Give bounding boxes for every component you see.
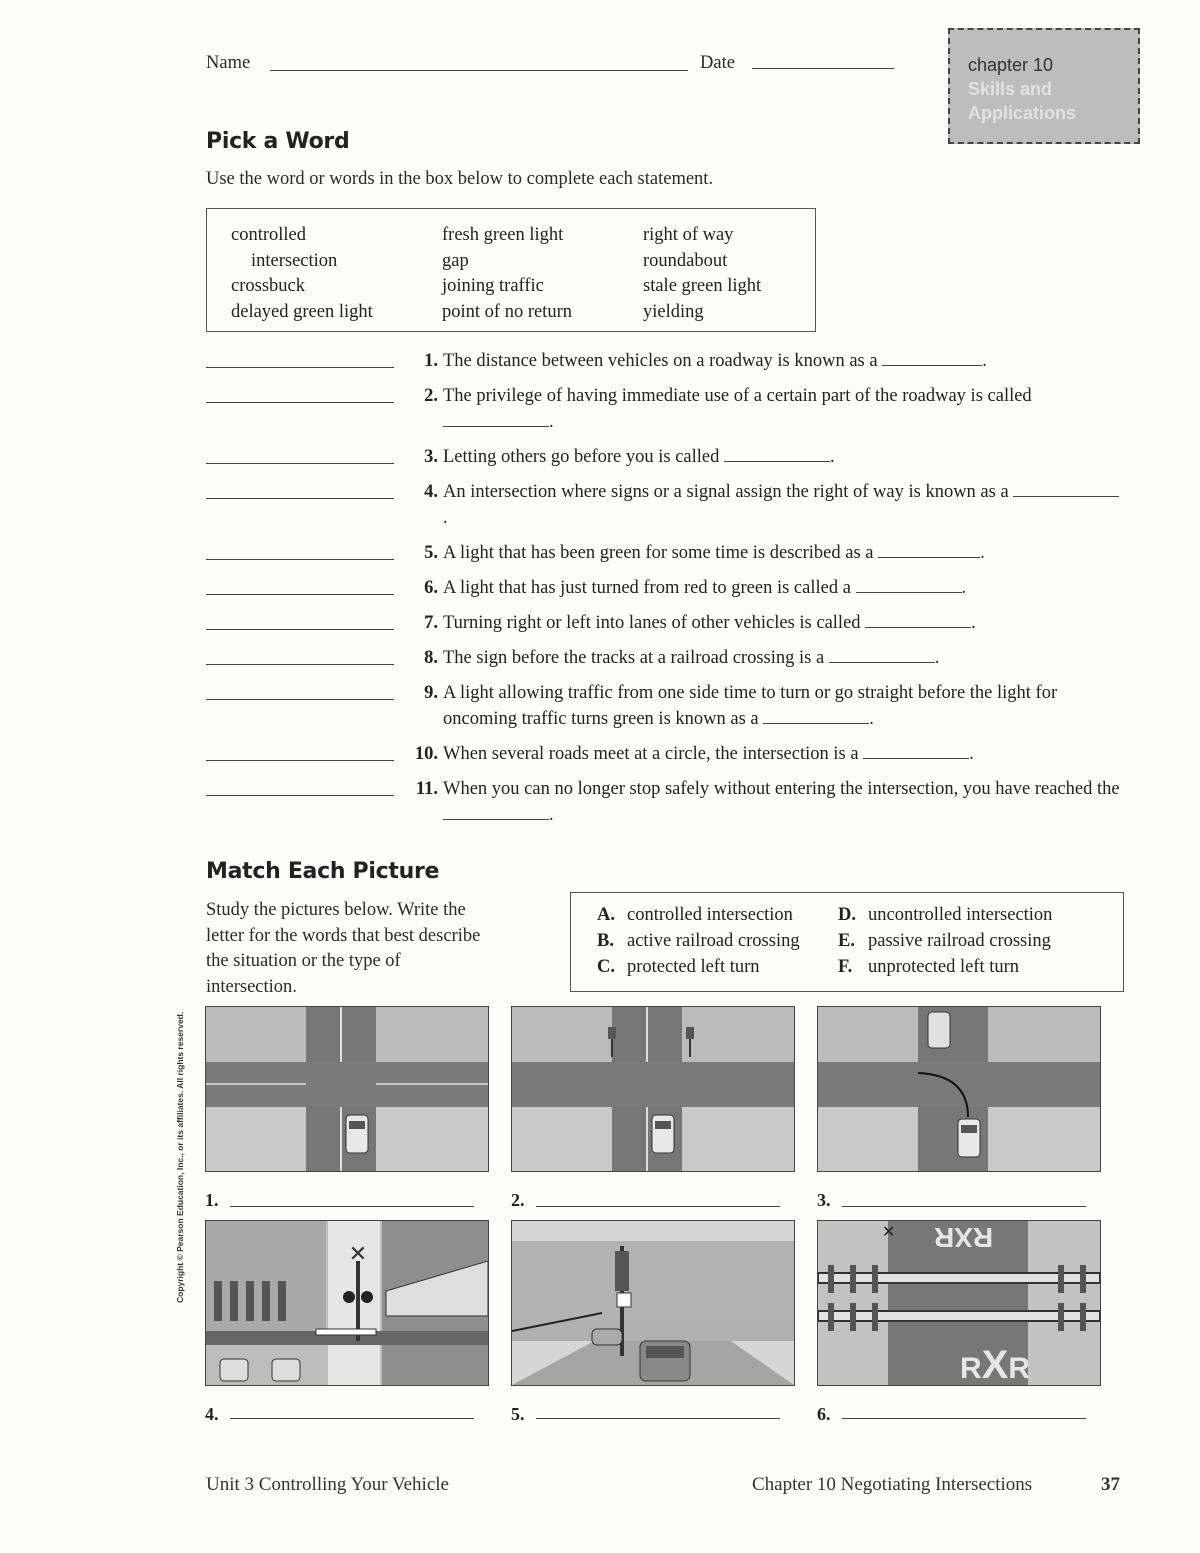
question-end: . [549,805,554,825]
inline-blank[interactable] [724,445,830,462]
inline-blank[interactable] [878,541,980,558]
answer-line-3[interactable] [206,463,394,464]
word-bank-item: roundabout [643,250,728,271]
question-end: . [443,508,448,528]
question-number: 2. [424,386,438,406]
option-b [597,931,800,952]
word-bank-item: crossbuck [231,276,305,296]
match-instructions: Study the pictures below. Write the letter for the words that best describe the situation or the type of intersection. [206,900,481,997]
rxr-letter: R [1008,1352,1031,1385]
inline-blank[interactable] [856,576,962,593]
word-bank-item: gap [442,250,469,271]
question-number: 5. [424,543,438,563]
question-text: When several roads meet at a circle, the intersection is a [443,744,859,764]
picture-1 [205,1006,489,1172]
date-field[interactable] [752,68,894,69]
name-field[interactable] [270,70,688,71]
date-label: Date [700,53,735,73]
picture-3-label: 3. [817,1190,831,1210]
question-end: . [969,744,974,764]
question-number: 6. [424,578,438,598]
answer-line-6[interactable] [206,594,394,595]
question-text: The distance between vehicles on a roadway is known as a [443,351,878,371]
picture-5-label: 5. [511,1404,525,1424]
answer-line-4[interactable] [206,498,394,499]
answer-line-9[interactable] [206,699,394,700]
name-label: Name [206,53,251,73]
picture-6-label: 6. [817,1404,831,1424]
picture-3 [817,1006,1101,1172]
option-letter: A. [597,905,615,925]
question-number: 9. [424,683,438,703]
word-bank-item: yielding [643,301,704,322]
option-letter: E. [838,931,855,951]
inline-blank[interactable] [443,410,549,427]
word-bank-item: intersection [251,250,338,271]
question-number: 8. [424,648,438,668]
question-number: 7. [424,613,438,633]
answer-line-1[interactable] [206,367,394,368]
option-letter: F. [838,957,853,977]
word-bank-item: delayed green light [231,301,373,322]
answer-key-box [570,892,1124,992]
question-text: The privilege of having immediate use of a certain part of the roadway is called [443,386,1032,406]
footer-chapter: Chapter 10 Negotiating Intersections [752,1474,1033,1495]
question-end: . [980,543,985,563]
picture-4-answer[interactable] [230,1418,474,1419]
picture-5-answer[interactable] [536,1418,780,1419]
picture-6-answer[interactable] [842,1418,1086,1419]
rxr-pavement-marking [960,1343,1030,1386]
option-a [597,905,793,926]
question-text: When you can no longer stop safely without entering the intersection, you have reached the [443,779,1120,799]
option-text: uncontrolled intersection [868,905,1053,925]
question-number: 1. [424,351,438,371]
answer-line-5[interactable] [206,559,394,560]
option-text: controlled intersection [627,905,793,925]
option-text: protected left turn [627,957,760,977]
chapter-subtitle-2: Applications [968,103,1077,123]
svg-text:✕: ✕ [882,1224,896,1241]
chapter-subtitle-1: Skills and [968,79,1053,99]
rxr-letter: X [981,1343,1009,1386]
picture-2-label: 2. [511,1190,525,1210]
rxr-pavement-marking-top [934,1221,993,1253]
footer-unit: Unit 3 Controlling Your Vehicle [206,1474,449,1495]
picture-3-answer[interactable] [842,1206,1086,1207]
picture-4 [205,1220,489,1386]
question-text: Turning right or left into lanes of other vehicles is called [443,613,861,633]
picture-1-label: 1. [205,1190,219,1210]
picture-6 [817,1220,1101,1386]
word-bank-item: fresh green light [442,225,564,245]
question-end: . [961,578,967,598]
inline-blank[interactable] [863,742,969,759]
chapter-tab [948,28,1140,144]
inline-blank[interactable] [763,707,869,724]
word-bank-item: joining traffic [442,276,544,296]
option-letter: B. [597,931,614,951]
picture-4-label: 4. [205,1404,219,1424]
rxr-letter: X [954,1222,973,1253]
inline-blank[interactable] [865,611,971,628]
question-number: 3. [424,447,438,467]
picture-5 [511,1220,795,1386]
question-text: A light that has been green for some time is described as a [443,543,874,563]
answer-line-7[interactable] [206,629,394,630]
option-e [838,931,1051,952]
word-bank-item: point of no return [442,301,572,322]
question-text: A light that has just turned from red to green is called a [443,578,851,598]
question-text: Letting others go before you is called [443,447,720,467]
answer-line-8[interactable] [206,664,394,665]
inline-blank[interactable] [443,803,549,820]
option-f [838,957,1019,978]
word-bank-item: right of way [643,225,734,245]
rxr-letter: R [934,1222,955,1253]
inline-blank[interactable] [882,349,982,366]
question-number: 10. [414,744,438,764]
option-letter: C. [597,957,615,977]
svg-text:✕: ✕ [348,1241,368,1266]
question-end: . [869,709,874,729]
question-text: The sign before the tracks at a railroad crossing is a [443,648,825,668]
question-text: A light allowing traffic from one side time to turn or go straight before the light for oncoming traffic turns green is known as a [443,683,1058,729]
question-end: . [971,613,976,633]
rxr-letter: R [972,1222,994,1253]
match-each-picture-heading: Match Each Picture [206,859,440,884]
question-number: 4. [424,482,438,502]
word-bank-item: stale green light [643,276,762,296]
answer-line-11[interactable] [206,795,394,796]
copyright-notice: Copyright © Pearson Education, Inc., or its affiliates. All rights reserved. [175,1011,185,1303]
question-end: . [549,412,554,432]
picture-2 [511,1006,795,1172]
answer-line-10[interactable] [206,760,394,761]
chapter-number: chapter 10 [968,55,1054,75]
option-c [597,957,760,978]
option-d [838,905,1052,926]
word-bank-column-2 [442,223,572,325]
question-end: . [934,648,940,668]
word-bank-item: controlled [231,225,307,245]
word-bank-column-3 [643,223,761,325]
answer-line-2[interactable] [206,402,394,403]
page-number: 37 [1101,1474,1120,1495]
question-end: . [982,351,987,371]
question-end: . [830,447,835,467]
pick-a-word-instructions: Use the word or words in the box below to complete each statement. [206,169,714,189]
option-letter: D. [838,905,856,925]
inline-blank[interactable] [829,646,935,663]
option-text: passive railroad crossing [868,931,1051,951]
option-text: active railroad crossing [627,931,800,951]
word-bank-box [206,208,816,332]
question-text: An intersection where signs or a signal assign the right of way is known as a [443,482,1009,502]
picture-2-answer[interactable] [536,1206,780,1207]
option-text: unprotected left turn [868,957,1020,977]
question-number: 11. [415,779,438,799]
pick-a-word-heading: Pick a Word [206,129,350,154]
word-bank-column-1 [231,223,373,325]
rxr-letter: R [960,1352,982,1385]
inline-blank[interactable] [1013,480,1119,497]
picture-1-answer[interactable] [230,1206,474,1207]
